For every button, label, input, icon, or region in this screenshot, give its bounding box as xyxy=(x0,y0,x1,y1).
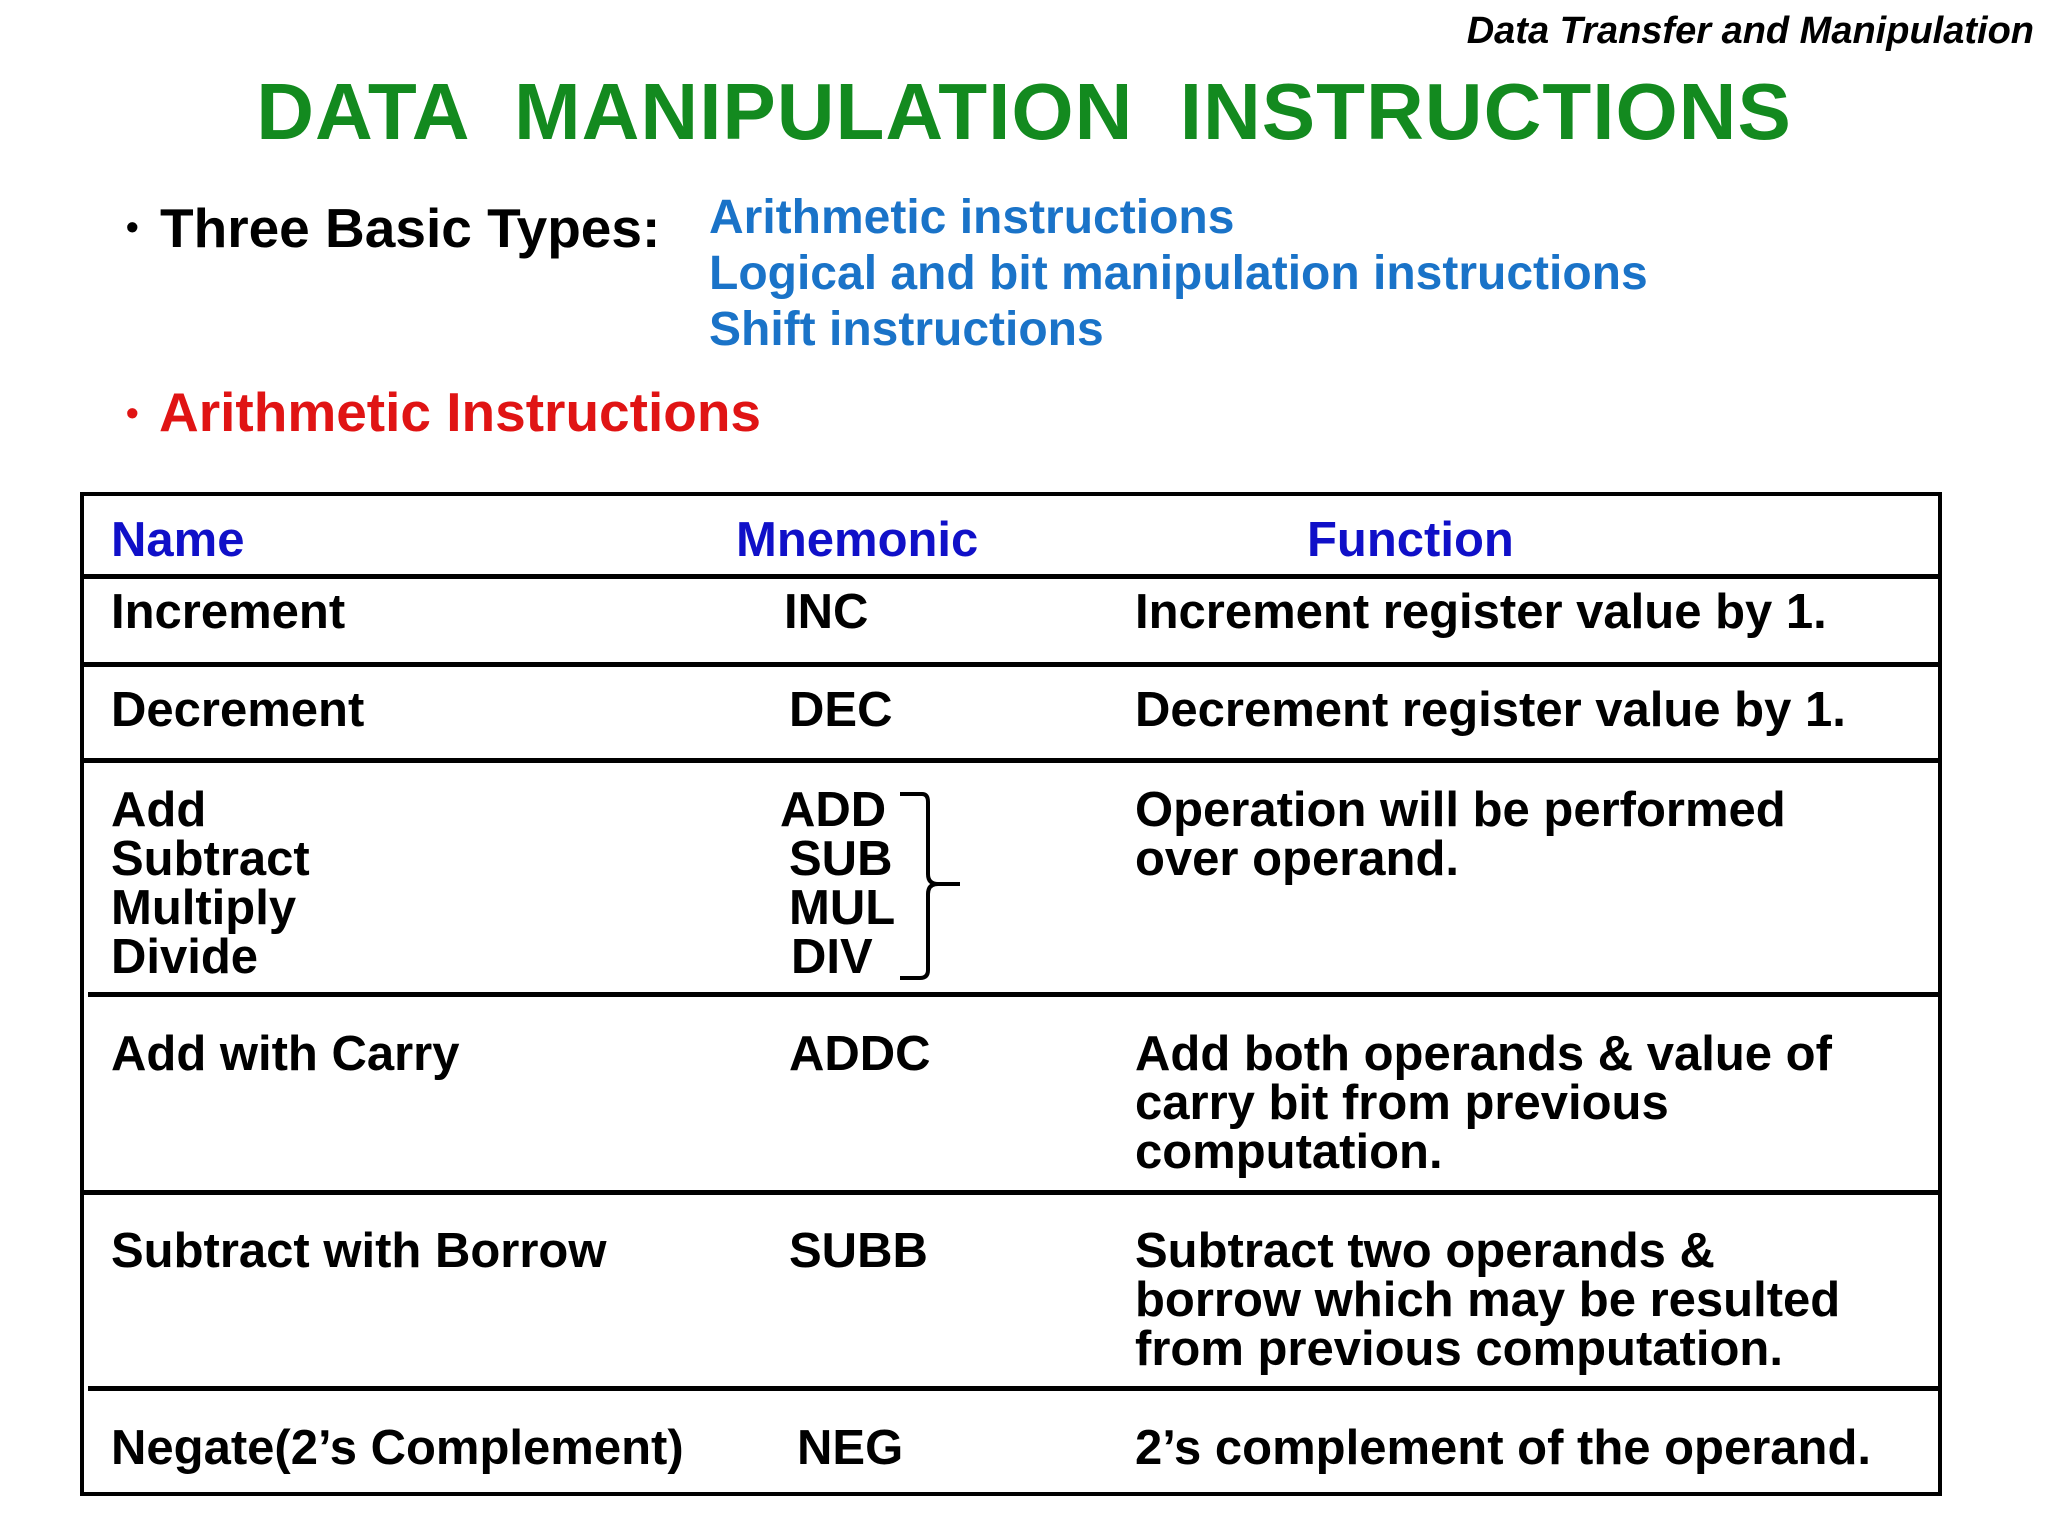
instruction-mnemonic: DIV xyxy=(791,930,873,984)
row-divider xyxy=(82,574,1942,579)
instruction-mnemonic: MUL xyxy=(789,881,896,935)
instruction-name: Decrement xyxy=(111,683,365,737)
instruction-function: borrow which may be resulted xyxy=(1135,1273,1841,1327)
instruction-name: Add xyxy=(111,783,207,837)
instruction-name: Subtract xyxy=(111,832,310,886)
column-header-mnemonic: Mnemonic xyxy=(736,513,979,567)
instruction-name: Multiply xyxy=(111,881,297,935)
basic-type-item: Shift instructions xyxy=(709,303,1104,356)
instruction-function: Decrement register value by 1. xyxy=(1135,683,1846,737)
instruction-name: Increment xyxy=(111,585,346,639)
instruction-mnemonic: SUBB xyxy=(789,1224,928,1278)
instruction-name: Negate(2’s Complement) xyxy=(111,1421,684,1475)
instruction-mnemonic: SUB xyxy=(789,832,893,886)
instruction-name: Divide xyxy=(111,930,259,984)
row-divider xyxy=(88,1386,1942,1391)
instruction-mnemonic: ADD xyxy=(780,783,887,837)
instruction-function: computation. xyxy=(1135,1125,1443,1179)
instruction-mnemonic: DEC xyxy=(789,683,893,737)
row-divider xyxy=(82,662,1942,667)
instruction-function: Operation will be performed xyxy=(1135,783,1786,837)
instruction-function: carry bit from previous xyxy=(1135,1076,1669,1130)
instruction-mnemonic: NEG xyxy=(797,1421,904,1475)
instruction-function: from previous computation. xyxy=(1135,1322,1783,1376)
instruction-mnemonic: ADDC xyxy=(789,1027,931,1081)
bullet-dot: • xyxy=(126,206,139,247)
column-header-name: Name xyxy=(111,513,245,567)
basic-types-label: Three Basic Types: xyxy=(160,197,661,259)
basic-type-item: Arithmetic instructions xyxy=(709,191,1235,244)
basic-types-list xyxy=(709,190,1648,358)
row-divider xyxy=(82,1190,1942,1195)
section-title: Data Transfer and Manipulation xyxy=(1466,10,2034,52)
arithmetic-heading: Arithmetic Instructions xyxy=(159,381,762,443)
basic-type-item: Logical and bit manipulation instructions xyxy=(709,247,1648,300)
page-title: DATA MANIPULATION INSTRUCTIONS xyxy=(256,67,1792,156)
instruction-function: Add both operands & value of xyxy=(1135,1027,1832,1081)
row-divider xyxy=(82,758,1942,763)
column-header-function: Function xyxy=(1307,513,1514,567)
instruction-function: over operand. xyxy=(1135,832,1460,886)
row-divider xyxy=(88,992,1942,997)
instruction-function: Increment register value by 1. xyxy=(1135,585,1827,639)
instruction-mnemonic: INC xyxy=(784,585,869,639)
bullet-dot: • xyxy=(126,392,139,433)
instruction-function: 2’s complement of the operand. xyxy=(1135,1421,1872,1475)
right-brace-icon xyxy=(890,790,970,982)
instruction-name: Add with Carry xyxy=(111,1027,460,1081)
instruction-name: Subtract with Borrow xyxy=(111,1224,607,1278)
instruction-function: Subtract two operands & xyxy=(1135,1224,1715,1278)
